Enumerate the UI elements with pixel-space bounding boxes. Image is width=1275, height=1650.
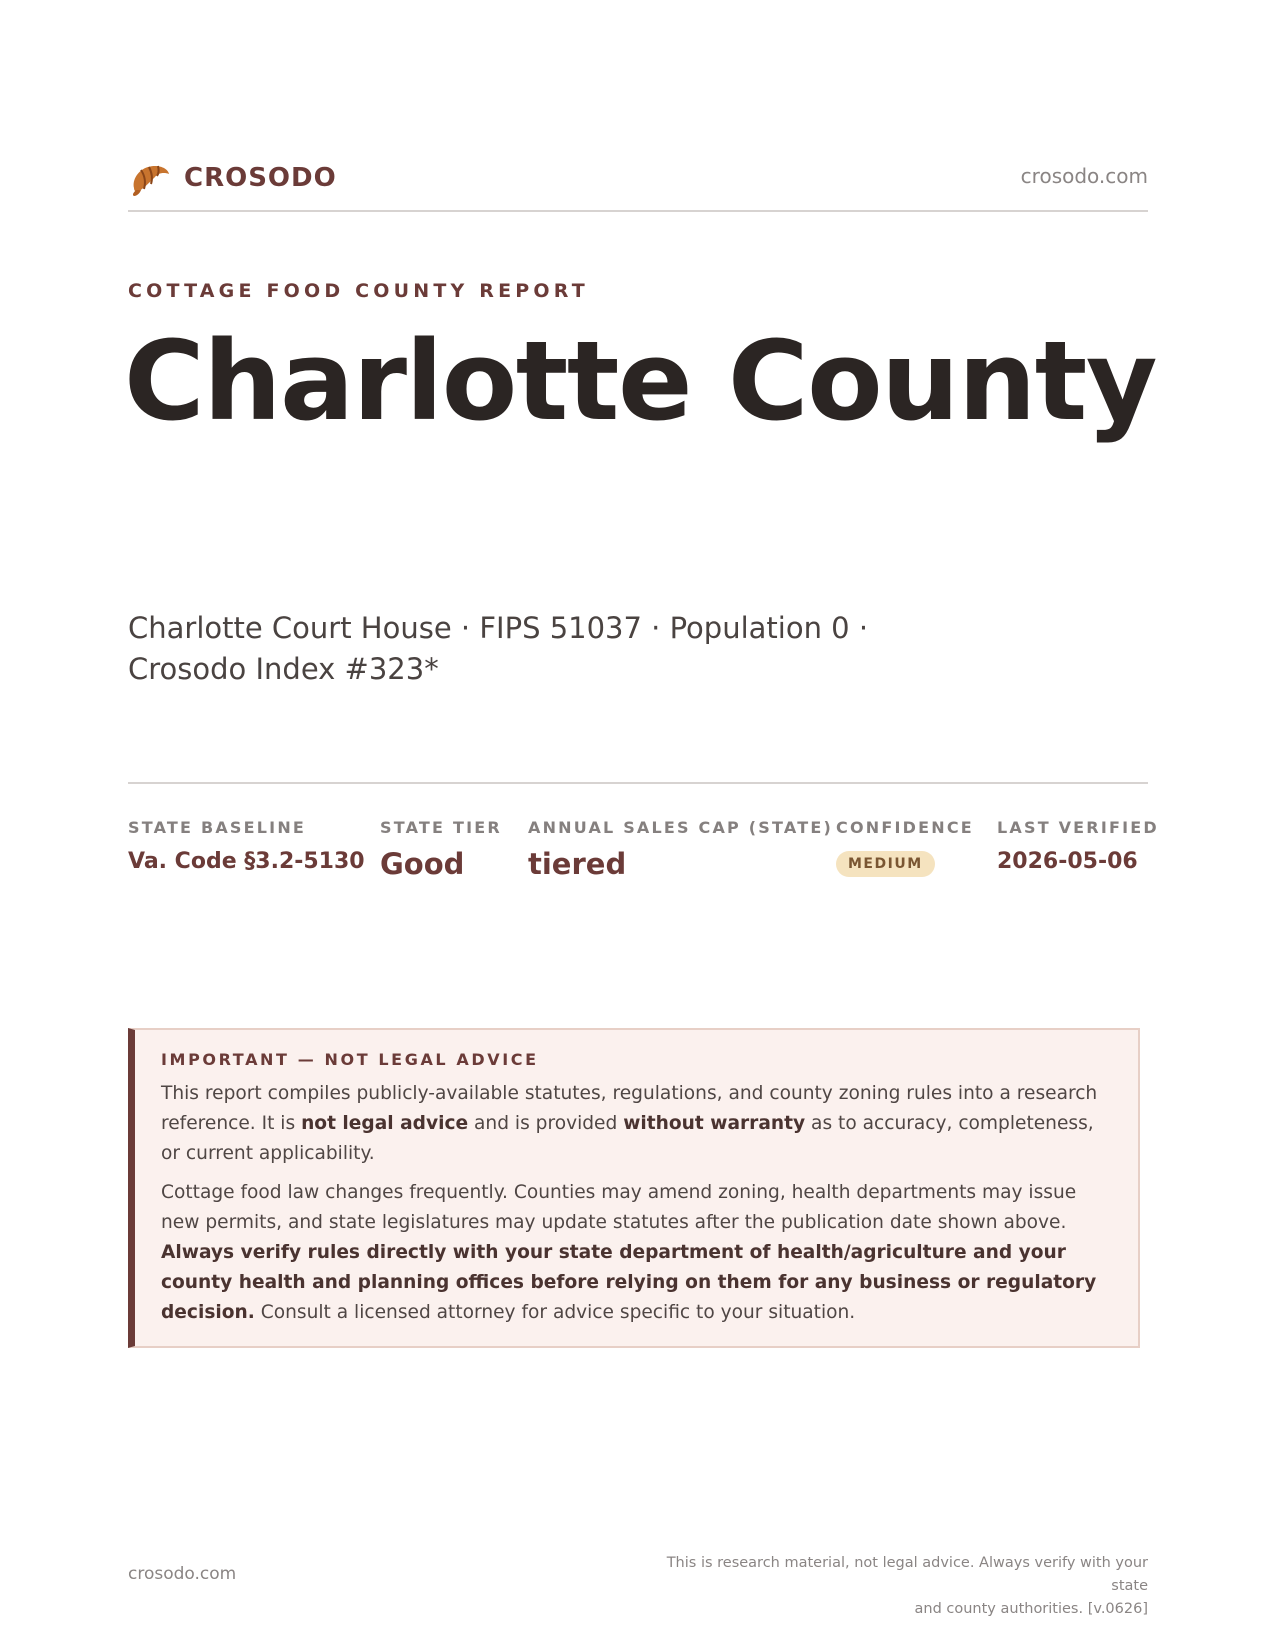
brand-name: CROSODO: [184, 163, 337, 193]
county-summary: [128, 608, 888, 690]
notice-text: and is provided: [468, 1113, 624, 1134]
stat-value: Good: [380, 847, 465, 881]
county-summary-line2: Crosodo Index #323*: [128, 652, 439, 686]
page-header: [128, 158, 1148, 212]
notice-emphasis: without warranty: [623, 1113, 806, 1134]
page-title: Charlotte County: [124, 317, 1157, 445]
notice-paragraph-1: [161, 1079, 1112, 1169]
brand[interactable]: [128, 158, 337, 198]
stat-confidence: [836, 818, 974, 877]
notice-emphasis: not legal advice: [301, 1113, 469, 1134]
notice-text: as to accuracy, completeness, or current applicability.: [161, 1113, 1094, 1164]
stat-value: 2026-05-06: [997, 849, 1138, 874]
notice-emphasis: Always verify rules directly with your state department of health/agriculture and your county health and planning offices before relying on them for any business or regulatory decision.: [161, 1242, 1097, 1323]
county-summary-line1: Charlotte Court House · FIPS 51037 · Population 0 ·: [128, 611, 869, 645]
stat-annual-sales-cap: [528, 818, 833, 881]
legal-notice: [128, 1028, 1140, 1348]
stat-last-verified: [997, 818, 1159, 874]
notice-title: IMPORTANT — NOT LEGAL ADVICE: [161, 1050, 539, 1069]
report-page: [124, 0, 1159, 1650]
notice-text: Cottage food law changes frequently. Counties may amend zoning, health departments may issue new permits, and state legislatures may update statutes after the publication date shown above.: [161, 1182, 1077, 1233]
stat-label: CONFIDENCE: [836, 818, 974, 837]
footer-disclaimer: [628, 1552, 1148, 1621]
confidence-badge: MEDIUM: [836, 851, 935, 877]
notice-paragraph-2: [161, 1178, 1112, 1328]
stat-state-tier: [380, 818, 502, 881]
stat-label: ANNUAL SALES CAP (STATE): [528, 818, 833, 837]
croissant-icon: [128, 158, 172, 198]
stat-value: Va. Code §3.2-5130: [128, 849, 365, 874]
stat-value: tiered: [528, 847, 627, 881]
footer-disclaimer-line2: and county authorities. [v.0626]: [914, 1601, 1148, 1617]
notice-text: This report compiles publicly-available statutes, regulations, and county zoning rules into a research reference. It is: [161, 1083, 1098, 1134]
footer-site[interactable]: crosodo.com: [128, 1564, 237, 1584]
site-link[interactable]: crosodo.com: [1020, 164, 1148, 188]
footer-disclaimer-line1: This is research material, not legal advice. Always verify with your state: [666, 1555, 1148, 1594]
stat-label: LAST VERIFIED: [997, 818, 1159, 837]
notice-text: Consult a licensed attorney for advice specific to your situation.: [254, 1302, 856, 1323]
stat-label: STATE BASELINE: [128, 818, 307, 837]
stat-state-baseline: [128, 818, 365, 874]
stat-label: STATE TIER: [380, 818, 502, 837]
section-divider: [128, 782, 1148, 784]
report-eyebrow: COTTAGE FOOD COUNTY REPORT: [128, 280, 589, 302]
